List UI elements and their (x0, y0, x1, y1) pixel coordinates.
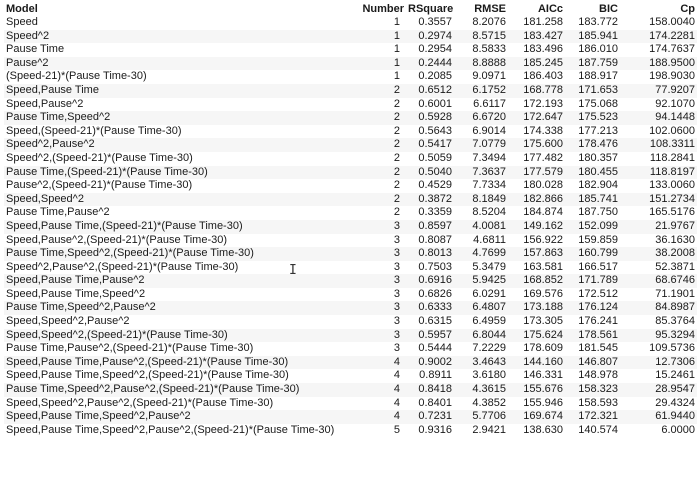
cell-rmse: 5.7706 (454, 410, 508, 424)
cell-number: 2 (359, 111, 406, 125)
cell-cp: 118.2841 (649, 151, 695, 164)
cell-rsquare: 0.5928 (406, 111, 454, 125)
cell-bic: 172.321 (565, 410, 620, 424)
column-header-model[interactable]: Model (6, 3, 38, 15)
cell-aicc: 185.245 (508, 57, 565, 71)
cell-number: 4 (393, 396, 400, 409)
cell-number: 2 (393, 151, 400, 164)
cell-rmse: 8.5715 (454, 30, 508, 44)
cell-aicc: 174.338 (523, 124, 563, 137)
table-row[interactable] (4, 30, 697, 44)
cell-rsquare: 0.2085 (418, 70, 452, 83)
cell-aicc: 146.331 (523, 369, 563, 382)
cell-rsquare: 0.5643 (418, 124, 452, 137)
cell-rmse: 6.0291 (472, 287, 506, 300)
cell-aicc: 183.427 (508, 30, 565, 44)
cell-aicc: 172.647 (508, 111, 565, 125)
cell-rmse: 8.5833 (472, 43, 506, 56)
cell-rmse: 4.7699 (454, 247, 508, 261)
table-row[interactable] (4, 410, 697, 424)
cell-number: 1 (359, 57, 406, 71)
cell-aicc: 168.852 (508, 274, 565, 288)
table-row[interactable] (4, 424, 697, 438)
cell-cp: 52.3871 (655, 260, 695, 273)
table-row[interactable] (4, 315, 697, 329)
cell-bic: 158.323 (565, 383, 620, 397)
cell-aicc: 172.193 (523, 97, 563, 110)
cell-rsquare: 0.3872 (406, 193, 454, 207)
table-row[interactable] (4, 220, 697, 234)
cell-rmse: 8.8888 (454, 57, 508, 71)
cell-bic: 148.978 (578, 369, 618, 382)
cell-rsquare: 0.5444 (418, 342, 452, 355)
cell-cp: 68.6746 (620, 274, 697, 288)
cell-rsquare: 0.3359 (418, 206, 452, 219)
cell-rsquare: 0.8911 (419, 369, 452, 382)
table-row[interactable] (4, 261, 697, 275)
cell-cp: 28.9547 (620, 383, 697, 397)
cell-model: Speed,Pause^2,(Speed-21)*(Pause Time-30) (6, 233, 228, 246)
cell-bic: 152.099 (565, 220, 620, 234)
cell-rsquare: 0.8597 (406, 220, 454, 234)
cell-rmse: 7.7334 (472, 179, 506, 192)
cell-cp: 118.8197 (620, 166, 697, 180)
cell-rmse: 7.2229 (472, 342, 506, 355)
model-comparison-table (4, 2, 697, 437)
cell-rsquare: 0.9316 (418, 423, 452, 436)
cell-number: 2 (393, 124, 400, 137)
cell-rsquare: 0.6916 (406, 274, 454, 288)
cell-rsquare: 0.6512 (406, 84, 454, 98)
cell-rmse: 7.0779 (454, 138, 508, 152)
cell-rsquare: 0.8401 (418, 396, 452, 409)
cell-bic: 183.772 (578, 16, 618, 28)
cell-cp: 165.5176 (649, 206, 695, 219)
cell-cp: 94.1448 (620, 111, 697, 125)
cell-bic: 172.512 (578, 287, 618, 300)
cell-model: Pause Time,Speed^2 (4, 111, 359, 125)
column-header-bic[interactable]: BIC (599, 3, 618, 15)
cell-rsquare: 0.2974 (406, 30, 454, 44)
cell-number: 1 (393, 16, 400, 28)
cell-bic: 185.741 (565, 193, 620, 207)
cell-number: 2 (393, 206, 400, 219)
cell-number: 3 (359, 274, 406, 288)
cell-rsquare: 0.6826 (418, 287, 452, 300)
cell-model: Pause^2,(Speed-21)*(Pause Time-30) (6, 179, 193, 192)
cell-cp: 198.9030 (649, 70, 695, 83)
cell-bic: 185.941 (565, 30, 620, 44)
cell-bic: 158.593 (578, 396, 618, 409)
cell-aicc: 182.866 (508, 193, 565, 207)
cell-rsquare: 0.5417 (406, 138, 454, 152)
cell-rsquare: 0.4529 (418, 179, 452, 192)
cell-rmse: 4.3852 (472, 396, 506, 409)
cell-bic: 171.653 (565, 84, 620, 98)
cell-rmse: 6.1752 (454, 84, 508, 98)
table-row[interactable] (4, 152, 697, 166)
table-row[interactable] (4, 288, 697, 302)
cell-model: (Speed-21)*(Pause Time-30) (6, 70, 147, 83)
table-row[interactable] (4, 383, 697, 397)
table-row[interactable] (4, 193, 697, 207)
text-cursor-icon: I (289, 263, 297, 278)
cell-rmse: 6.6720 (454, 111, 508, 125)
column-header-aicc[interactable]: AICc (537, 3, 563, 15)
table-row[interactable] (4, 397, 697, 411)
table-row[interactable] (4, 274, 697, 288)
cell-aicc: 169.674 (508, 410, 565, 424)
cell-cp: 133.0060 (649, 179, 695, 192)
model-comparison-table-container (0, 2, 700, 493)
cell-number: 2 (359, 166, 406, 180)
column-header-rmse[interactable]: RMSE (474, 3, 506, 15)
table-row[interactable] (4, 57, 697, 71)
cell-aicc: 184.874 (523, 206, 563, 219)
cell-cp: 151.2734 (620, 193, 697, 207)
cell-rsquare: 0.5059 (418, 151, 452, 164)
cell-rsquare: 0.3557 (418, 16, 452, 28)
cell-cp: 15.2461 (655, 369, 695, 382)
cell-number: 2 (393, 179, 400, 192)
cell-rsquare: 0.6333 (406, 301, 454, 315)
cell-bic: 178.476 (565, 138, 620, 152)
cell-bic: 186.010 (578, 43, 618, 56)
cell-model: Speed,(Speed-21)*(Pause Time-30) (6, 124, 182, 137)
cell-model: Speed,Pause Time,Speed^2,Pause^2 (4, 410, 359, 424)
cell-aicc: 157.863 (508, 247, 565, 261)
cell-rsquare: 0.6001 (418, 97, 452, 110)
cell-aicc: 183.496 (523, 43, 563, 56)
cell-number: 4 (359, 410, 406, 424)
cell-model: Speed^2 (4, 30, 359, 44)
cell-number: 3 (393, 315, 400, 328)
cell-rmse: 4.3615 (454, 383, 508, 397)
table-row[interactable] (4, 43, 697, 57)
cell-rmse: 8.5204 (472, 206, 506, 219)
cell-rmse: 7.3494 (472, 151, 506, 164)
cell-model: Pause Time (6, 43, 65, 56)
cell-cp: 95.3294 (620, 329, 697, 343)
cell-bic: 177.213 (578, 124, 618, 137)
cell-aicc: 168.778 (508, 84, 565, 98)
cell-cp: 92.1070 (655, 97, 695, 110)
table-body (4, 16, 697, 437)
cell-rmse: 6.4959 (472, 315, 506, 328)
cell-cp: 77.9207 (620, 84, 697, 98)
cell-number: 2 (359, 193, 406, 207)
cell-cp: 61.9440 (620, 410, 697, 424)
cell-cp: 108.3311 (620, 138, 697, 152)
column-header-rsquare[interactable]: RSquare (408, 3, 454, 15)
cell-rsquare: 0.9002 (406, 356, 454, 370)
cell-rmse: 5.3479 (472, 260, 506, 273)
cell-bic: 187.750 (578, 206, 618, 219)
cell-aicc: 175.624 (508, 329, 565, 343)
cell-aicc: 173.188 (508, 301, 565, 315)
cell-model: Speed,Speed^2 (4, 193, 359, 207)
table-row[interactable] (4, 234, 697, 248)
cell-cp: 21.9767 (620, 220, 697, 234)
cell-model: Speed^2,Pause^2,(Speed-21)*(Pause Time-30) (6, 260, 239, 273)
table-row[interactable] (4, 70, 697, 84)
cell-aicc: 155.676 (508, 383, 565, 397)
table-row[interactable] (4, 301, 697, 315)
cell-rmse: 9.0971 (472, 70, 506, 83)
cell-rmse: 6.6117 (473, 97, 506, 110)
cell-number: 3 (359, 329, 406, 343)
table-row[interactable] (4, 329, 697, 343)
cell-rmse: 7.3637 (454, 166, 508, 180)
cell-rmse: 4.6811 (473, 233, 506, 246)
cell-bic: 175.523 (565, 111, 620, 125)
cell-model: Speed^2,Pause^2 (4, 138, 359, 152)
cell-model: Pause Time,Speed^2,Pause^2 (4, 301, 359, 315)
column-header-cp[interactable]: Cp (680, 3, 695, 15)
cell-rmse: 2.9421 (472, 423, 506, 436)
table-row[interactable] (4, 369, 697, 383)
cell-bic: 159.859 (578, 233, 618, 246)
cell-model: Speed,Pause Time,(Speed-21)*(Pause Time-30) (4, 220, 359, 234)
table-row[interactable] (4, 16, 697, 30)
table-row[interactable] (4, 84, 697, 98)
cell-model: Pause Time,Speed^2,Pause^2,(Speed-21)*(Pause Time-30) (4, 383, 359, 397)
cell-aicc: 163.581 (523, 260, 563, 273)
cell-number: 4 (359, 356, 406, 370)
cell-aicc: 181.258 (523, 16, 563, 28)
cell-aicc: 144.160 (508, 356, 565, 370)
cell-rsquare: 0.2954 (418, 43, 452, 56)
cell-rmse: 5.9425 (454, 274, 508, 288)
cell-rsquare: 0.5040 (406, 166, 454, 180)
cell-cp: 109.5736 (649, 342, 695, 355)
cell-cp: 12.7306 (620, 356, 697, 370)
table-row[interactable] (4, 138, 697, 152)
cell-model: Speed,Pause Time,Speed^2 (6, 287, 146, 300)
cell-aicc: 177.579 (508, 166, 565, 180)
cell-rsquare: 0.6315 (418, 315, 452, 328)
cell-bic: 175.068 (578, 97, 618, 110)
cell-cp: 71.1901 (655, 287, 695, 300)
table-row[interactable] (4, 125, 697, 139)
cell-cp: 6.0000 (661, 423, 695, 436)
cell-number: 2 (393, 97, 400, 110)
cell-cp: 188.9500 (620, 57, 697, 71)
cell-model: Speed^2,(Speed-21)*(Pause Time-30) (6, 151, 193, 164)
cell-rsquare: 0.5957 (406, 329, 454, 343)
cell-model: Speed,Speed^2,Pause^2,(Speed-21)*(Pause Time-30) (6, 396, 274, 409)
cell-number: 3 (393, 287, 400, 300)
cell-rsquare: 0.8013 (406, 247, 454, 261)
cell-number: 3 (393, 342, 400, 355)
cell-bic: 182.904 (578, 179, 618, 192)
cell-model: Speed,Pause Time,Pause^2 (4, 274, 359, 288)
cell-number: 1 (393, 70, 400, 83)
cell-cp: 29.4324 (655, 396, 695, 409)
cell-number: 2 (359, 84, 406, 98)
header-row (4, 2, 697, 16)
cell-rmse: 6.9014 (472, 124, 506, 137)
cell-aicc: 175.600 (508, 138, 565, 152)
cell-rmse: 6.4807 (454, 301, 508, 315)
cell-cp: 102.0600 (649, 124, 695, 137)
cell-number: 1 (393, 43, 400, 56)
cell-rsquare: 0.8087 (418, 233, 452, 246)
cell-number: 3 (359, 220, 406, 234)
cell-rmse: 3.6180 (472, 369, 506, 382)
cell-bic: 180.455 (565, 166, 620, 180)
cell-aicc: 178.609 (523, 342, 563, 355)
table-row[interactable] (4, 111, 697, 125)
cell-number: 5 (393, 423, 400, 436)
cell-rmse: 3.4643 (454, 356, 508, 370)
cell-model: Pause Time,(Speed-21)*(Pause Time-30) (4, 166, 359, 180)
cell-number: 3 (393, 233, 400, 246)
cell-bic: 176.241 (578, 315, 618, 328)
cell-bic: 146.807 (565, 356, 620, 370)
cell-aicc: 186.403 (523, 70, 563, 83)
cell-model: Speed,Pause Time (4, 84, 359, 98)
cell-number: 3 (359, 247, 406, 261)
cell-cp: 36.1630 (655, 233, 695, 246)
cell-number: 3 (359, 301, 406, 315)
cell-model: Speed,Pause Time,Pause^2,(Speed-21)*(Pause Time-30) (4, 356, 359, 370)
cell-rmse: 8.2076 (472, 16, 506, 28)
table-row[interactable] (4, 166, 697, 180)
cell-aicc: 156.922 (523, 233, 563, 246)
cell-rmse: 4.0081 (454, 220, 508, 234)
cell-aicc: 180.028 (523, 179, 563, 192)
cell-model: Speed,Pause Time,Speed^2,Pause^2,(Speed-21)*(Pause Time-30) (6, 423, 335, 436)
cell-bic: 178.561 (565, 329, 620, 343)
cell-number: 4 (393, 369, 400, 382)
table-row[interactable] (4, 179, 697, 193)
cell-number: 1 (359, 30, 406, 44)
cell-rsquare: 0.8418 (406, 383, 454, 397)
cell-cp: 158.0040 (649, 16, 695, 28)
table-row[interactable] (4, 247, 697, 261)
cell-aicc: 169.576 (523, 287, 563, 300)
column-header-number[interactable]: Number (362, 3, 404, 15)
cell-bic: 188.917 (578, 70, 618, 83)
cell-bic: 171.789 (565, 274, 620, 288)
cell-bic: 166.517 (578, 260, 618, 273)
cell-aicc: 138.630 (523, 423, 563, 436)
cell-number: 4 (359, 383, 406, 397)
cell-bic: 181.545 (578, 342, 618, 355)
cell-rsquare: 0.7503 (418, 260, 452, 273)
cell-cp: 85.3764 (655, 315, 695, 328)
cell-rmse: 6.8044 (454, 329, 508, 343)
cell-model: Pause Time,Speed^2,(Speed-21)*(Pause Time-30) (4, 247, 359, 261)
cell-model: Speed,Pause Time,Speed^2,(Speed-21)*(Pause Time-30) (6, 369, 289, 382)
cell-model: Pause Time,Pause^2 (6, 206, 110, 219)
table-row[interactable] (4, 98, 697, 112)
cell-model: Pause Time,Pause^2,(Speed-21)*(Pause Time-30) (6, 342, 254, 355)
table-row[interactable] (4, 206, 697, 220)
table-row[interactable] (4, 342, 697, 356)
cell-rsquare: 0.2444 (406, 57, 454, 71)
cell-aicc: 177.482 (523, 151, 563, 164)
cell-number: 2 (359, 138, 406, 152)
cell-bic: 176.124 (565, 301, 620, 315)
cell-cp: 174.7637 (649, 43, 695, 56)
cell-cp: 38.2008 (620, 247, 697, 261)
cell-cp: 174.2281 (620, 30, 697, 44)
cell-model: Speed,Pause^2 (6, 97, 84, 110)
cell-model: Speed,Speed^2,(Speed-21)*(Pause Time-30) (4, 329, 359, 343)
cell-bic: 140.574 (578, 423, 618, 436)
cell-model: Speed (6, 16, 38, 28)
cell-aicc: 173.305 (523, 315, 563, 328)
cell-rmse: 8.1849 (454, 193, 508, 207)
cell-bic: 180.357 (578, 151, 618, 164)
cell-aicc: 155.946 (523, 396, 563, 409)
cell-aicc: 149.162 (508, 220, 565, 234)
cell-model: Pause^2 (4, 57, 359, 71)
cell-cp: 84.8987 (620, 301, 697, 315)
cell-bic: 187.759 (565, 57, 620, 71)
cell-number: 3 (393, 260, 400, 273)
cell-rsquare: 0.7231 (406, 410, 454, 424)
cell-model: Speed,Speed^2,Pause^2 (6, 315, 130, 328)
cell-bic: 160.799 (565, 247, 620, 261)
table-row[interactable] (4, 356, 697, 370)
